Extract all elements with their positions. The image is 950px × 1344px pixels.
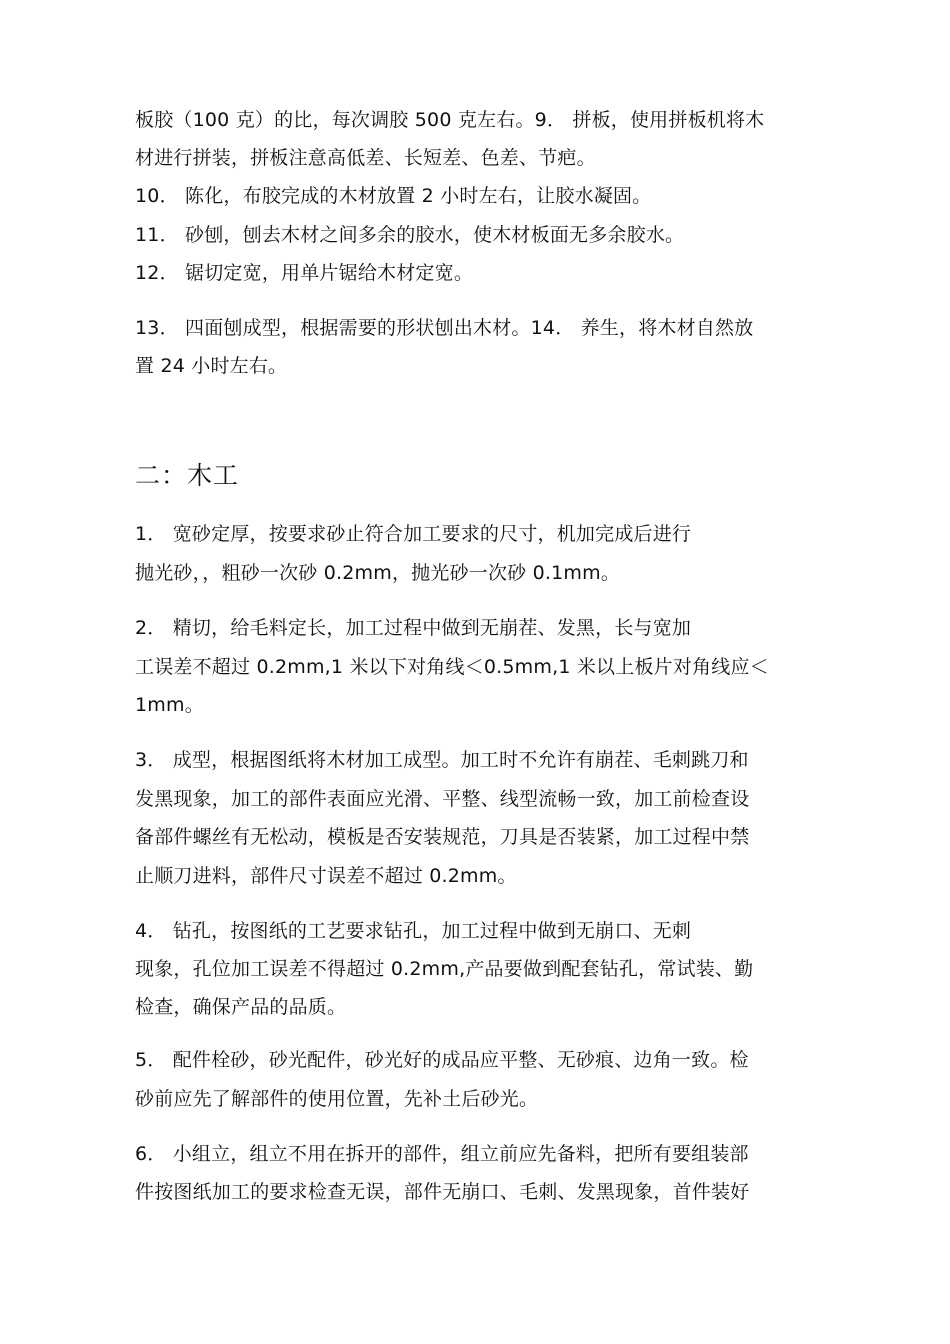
text-line: 现象，孔位加工误差不得超过 0.2mm,产品要做到配套钻孔，常试装、勤 <box>135 958 754 980</box>
text-line: 备部件螺丝有无松动，模板是否安装规范，刀具是否装紧，加工过程中禁 <box>135 826 750 848</box>
text-line: 发黑现象，加工的部件表面应光滑、平整、线型流畅一致，加工前检查设 <box>135 788 750 810</box>
text-line: 12． 锯切定宽，用单片锯给木材定宽。 <box>135 262 474 284</box>
text-line: 检查，确保产品的品质。 <box>135 996 347 1018</box>
text-line: 板胶（100 克）的比，每次调胶 500 克左右。9． 拼板，使用拼板机将木 <box>135 109 765 131</box>
text-line: 材进行拼装，拼板注意高低差、长短差、色差、节疤。 <box>135 147 596 169</box>
text-line: 1． 宽砂定厚，按要求砂止符合加工要求的尺寸，机加完成后进行 <box>135 523 692 545</box>
text-line: 3． 成型，根据图纸将木材加工成型。加工时不允许有崩茬、毛刺跳刀和 <box>135 749 749 771</box>
text-line: 止顺刀进料，部件尺寸误差不超过 0.2mm。 <box>135 865 517 887</box>
text-line: 工误差不超过 0.2mm,1 米以下对角线＜0.5mm,1 米以上板片对角线应＜ <box>135 656 769 678</box>
text-line: 6． 小组立，组立不用在拆开的部件，组立前应先备料，把所有要组装部 <box>135 1143 749 1165</box>
text-line: 1mm。 <box>135 694 204 716</box>
text-line: 10． 陈化，布胶完成的木材放置 2 小时左右，让胶水凝固。 <box>135 185 652 207</box>
text-line: 4． 钻孔，按图纸的工艺要求钻孔，加工过程中做到无崩口、无刺 <box>135 920 692 942</box>
text-line: 5． 配件栓砂，砂光配件，砂光好的成品应平整、无砂痕、边角一致。检 <box>135 1049 749 1071</box>
text-line: 件按图纸加工的要求检查无误，部件无崩口、毛刺、发黑现象，首件装好 <box>135 1181 750 1203</box>
section-heading: 二：木工 <box>135 461 240 490</box>
text-line: 置 24 小时左右。 <box>135 355 288 377</box>
text-line: 2． 精切，给毛料定长，加工过程中做到无崩茬、发黑，长与宽加 <box>135 617 692 639</box>
text-line: 13． 四面刨成型，根据需要的形状刨出木材。14． 养生，将木材自然放 <box>135 317 754 339</box>
text-line: 11． 砂刨，刨去木材之间多余的胶水，使木材板面无多余胶水。 <box>135 224 685 246</box>
text-line: 抛光砂，，粗砂一次砂 0.2mm，抛光砂一次砂 0.1mm。 <box>135 562 621 584</box>
text-line: 砂前应先了解部件的使用位置，先补土后砂光。 <box>135 1088 539 1110</box>
